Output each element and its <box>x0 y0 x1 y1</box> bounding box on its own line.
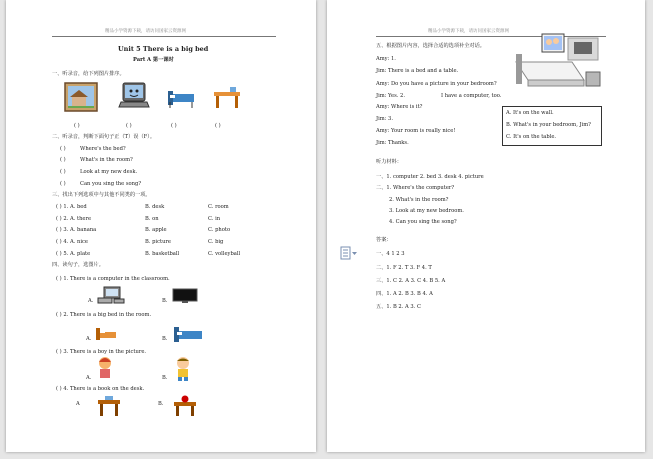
reading-q1: ( ) 1. There is a computer in the classroom. <box>56 276 170 282</box>
section1-blank-3[interactable]: ( ) <box>171 123 177 129</box>
listening-item-4: 4. Can you sing the song? <box>389 219 457 225</box>
reading-q3-a: A. <box>86 375 92 381</box>
answer-row-2: 二、1. F 2. T 3. F 4. T <box>376 265 432 271</box>
desk-with-book-icon <box>96 394 122 418</box>
odd-row-3-a: ( ) 3. A. banana <box>56 227 97 233</box>
answer-row-1: 一、4 1 2 3 <box>376 251 405 257</box>
answer-row-3: 三、1. C 2. A 3. C 4. B 5. A <box>376 278 446 284</box>
tf-text-4: Can you sing the song? <box>80 181 142 187</box>
part-label: Part A 第一课时 <box>133 57 174 63</box>
page-1 <box>6 0 316 452</box>
listening-section-2-head: 二、1. Where's the computer? <box>376 185 455 191</box>
reading-q3-b: B. <box>162 375 168 381</box>
answer-row-5: 五、1. B 2. A 3. C <box>376 304 421 310</box>
dialog-line-7: Amy: Your room is really nice! <box>376 128 456 134</box>
dialog-line-5: Amy: Where is it? <box>376 104 423 110</box>
dialog-line-3: Amy: Do you have a picture in your bedroom? <box>376 81 497 87</box>
listening-item-2: 2. What's in the room? <box>389 197 449 203</box>
computer-picture-icon <box>118 80 150 112</box>
section-2-heading: 二、听录音，判断下面句子正（T）误（F）。 <box>52 134 156 140</box>
bedroom-photo <box>508 32 604 96</box>
section-4-heading: 四、读句子，选图片。 <box>52 262 104 268</box>
option-a: A. It's on the wall. <box>506 110 554 116</box>
odd-row-4-c: C. big <box>208 239 224 245</box>
reading-q1-a: A. <box>88 298 94 304</box>
odd-row-5-c: C. volleyball <box>208 251 241 257</box>
header-rule <box>52 36 276 37</box>
reading-q4-a: A <box>76 401 80 407</box>
section1-blank-2[interactable]: ( ) <box>126 123 132 129</box>
page-header: 精品小学资源下载，请访问国家云资源网 <box>105 29 186 34</box>
section-1-heading: 一、听录音，给下列图片排序。 <box>52 71 125 77</box>
girl-icon <box>94 356 116 382</box>
tf-blank-2[interactable]: ( ) <box>60 157 66 163</box>
odd-row-3-b: B. apple <box>145 227 167 233</box>
odd-row-2-b: B. on <box>145 216 159 222</box>
listening-item-3: 3. Look at my new bedroom. <box>389 208 464 214</box>
dialog-line-8: Jim: Thanks. <box>376 140 409 146</box>
reading-q1-b: B. <box>162 298 168 304</box>
reading-q2-b: B. <box>162 336 168 342</box>
answer-row-4: 四、1. A 2. B 3. B 4. A <box>376 291 433 297</box>
section-3-heading: 三、找出下列选项中与其他不同类的一项。 <box>52 192 151 198</box>
odd-row-4-a: ( ) 4. A. nice <box>56 239 88 245</box>
option-c: C. It's on the table. <box>506 134 557 140</box>
odd-row-5-b: B. basketball <box>145 251 180 257</box>
tf-blank-1[interactable]: ( ) <box>60 146 66 152</box>
desk-with-apple-icon <box>172 394 198 418</box>
option-b: B. What's in your bedroom, Jim? <box>506 122 591 128</box>
page-header-2: 精品小学资源下载，请访问国家云资源网 <box>428 29 509 34</box>
odd-row-2-c: C. in <box>208 216 221 222</box>
boy-icon <box>172 356 194 382</box>
odd-row-2-a: ( ) 2. A. there <box>56 216 92 222</box>
big-bed-icon <box>172 324 204 346</box>
odd-row-1-a: ( ) 1. A. bed <box>56 204 87 210</box>
answers-title: 答案： <box>376 237 392 243</box>
section1-blank-4[interactable]: ( ) <box>215 123 221 129</box>
desk-picture-icon <box>212 86 242 110</box>
document-comment-icon[interactable] <box>340 246 358 260</box>
odd-row-5-a: ( ) 5. A. plate <box>56 251 91 257</box>
worksheet-title: Unit 5 There is a big bed <box>118 45 209 53</box>
odd-row-3-c: C. photo <box>208 227 231 233</box>
tf-text-2: What's in the room? <box>80 157 133 163</box>
dialog-line-1: Amy: 1. <box>376 56 396 62</box>
listening-section-1: 一、1. computer 2. bed 3. desk 4. picture <box>376 174 484 180</box>
television-icon <box>172 288 198 304</box>
dialog-line-4b: I have a computer, too. <box>441 93 502 99</box>
desktop-computer-icon <box>96 286 126 306</box>
reading-q2-a: A. <box>86 336 92 342</box>
reading-q3: ( ) 3. There is a boy in the picture. <box>56 349 147 355</box>
section-5-heading: 五、根据图片内容，选择合适的选项补全对话。 <box>376 43 485 49</box>
reading-q2: ( ) 2. There is a big bed in the room. <box>56 312 152 318</box>
reading-q4-b: B. <box>158 401 164 407</box>
dialog-line-6: Jim: 3. <box>376 116 394 122</box>
tf-text-1: Where's the bed? <box>80 146 126 152</box>
odd-row-4-b: B. picture <box>145 239 171 245</box>
tf-text-3: Look at my new desk. <box>80 169 138 175</box>
dialog-line-4: Jim: Yes. 2. <box>376 93 406 99</box>
tf-blank-3[interactable]: ( ) <box>60 169 66 175</box>
dialog-line-2: Jim: There is a bed and a table. <box>376 68 459 74</box>
reading-q4: ( ) 4. There is a book on the desk. <box>56 386 145 392</box>
section1-blank-1[interactable]: ( ) <box>74 123 80 129</box>
tf-blank-4[interactable]: ( ) <box>60 181 66 187</box>
house-picture-icon <box>64 82 98 112</box>
small-bed-icon <box>94 324 120 344</box>
listening-title: 听力材料： <box>376 159 402 165</box>
odd-row-1-c: C. room <box>208 204 229 210</box>
odd-row-1-b: B. desk <box>145 204 165 210</box>
bed-picture-icon <box>166 88 196 110</box>
